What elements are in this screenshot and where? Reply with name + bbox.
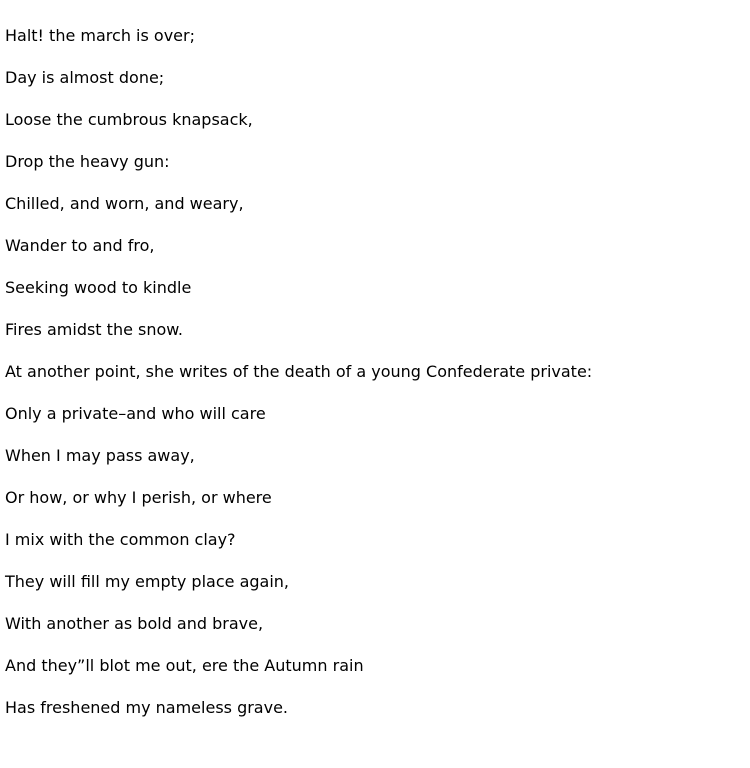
prose-paragraph: At another point, she writes of the death of a young Confederate private: xyxy=(5,362,593,381)
poem-line: Drop the heavy gun: xyxy=(5,152,170,171)
poem-line: And they”ll blot me out, ere the Autumn rain xyxy=(5,656,364,675)
poem-line: Halt! the march is over; xyxy=(5,26,195,45)
poem-line: Has freshened my nameless grave. xyxy=(5,698,289,717)
poem-line: Wander to and fro, xyxy=(5,236,155,255)
poem-line: Or how, or why I perish, or where xyxy=(5,488,272,507)
poem-line: Loose the cumbrous knapsack, xyxy=(5,110,253,129)
poem-line: I mix with the common clay? xyxy=(5,530,236,549)
poem-line: They will fill my empty place again, xyxy=(5,572,289,591)
poem-line: When I may pass away, xyxy=(5,446,195,465)
poem-line: Day is almost done; xyxy=(5,68,165,87)
poem-line: With another as bold and brave, xyxy=(5,614,264,633)
poem-line: Fires amidst the snow. xyxy=(5,320,183,339)
poem-line: Only a private–and who will care xyxy=(5,404,266,423)
poem-line: Chilled, and worn, and weary, xyxy=(5,194,244,213)
poem-line: Seeking wood to kindle xyxy=(5,278,192,297)
